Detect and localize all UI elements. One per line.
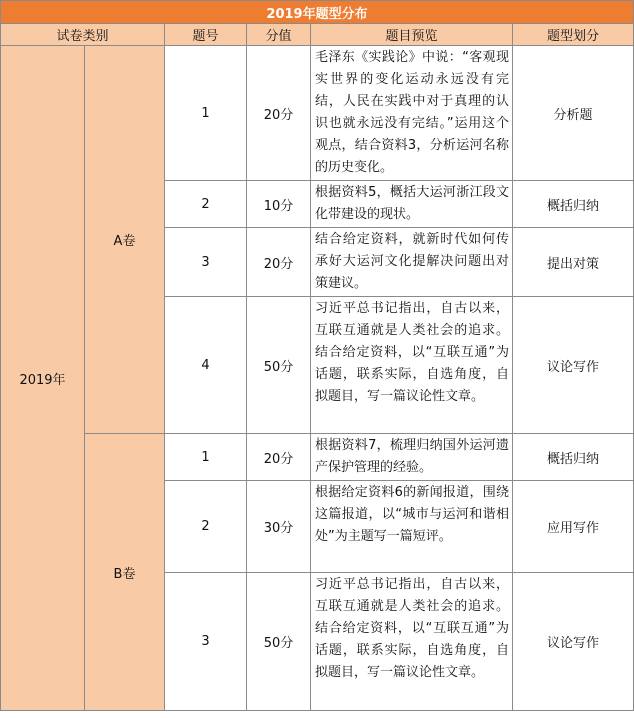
- question-category: 概括归纳: [513, 434, 634, 481]
- volume-a-cell: A卷: [85, 46, 165, 434]
- question-category: 提出对策: [513, 228, 634, 297]
- question-category: 应用写作: [513, 481, 634, 573]
- question-preview: 根据给定资料6的新闻报道，围绕这篇报道，以“城市与运河和谐相处”为主题写一篇短评。: [311, 481, 513, 573]
- table-row: [1, 434, 634, 481]
- question-number: 2: [165, 181, 247, 228]
- header-paper-type: 试卷类别: [1, 24, 165, 46]
- header-preview: 题目预览: [311, 24, 513, 46]
- question-score: 20分: [247, 434, 311, 481]
- question-preview: 根据资料7，梳理归纳国外运河遗产保护管理的经验。: [311, 434, 513, 481]
- table-row: [1, 46, 634, 181]
- question-category: 议论写作: [513, 297, 634, 434]
- question-preview: 习近平总书记指出，自古以来，互联互通就是人类社会的追求。结合给定资料，以“互联互通”为话题，联系实际，自选角度，自拟题目，写一篇议论性文章。: [311, 573, 513, 711]
- volume-b-cell: B卷: [85, 434, 165, 711]
- question-preview: 根据资料5，概括大运河浙江段文化带建设的现状。: [311, 181, 513, 228]
- question-category: 分析题: [513, 46, 634, 181]
- question-score: 20分: [247, 46, 311, 181]
- question-score: 10分: [247, 181, 311, 228]
- header-category: 题型划分: [513, 24, 634, 46]
- question-score: 50分: [247, 573, 311, 711]
- table-title: 2019年题型分布: [1, 1, 634, 24]
- question-category: 概括归纳: [513, 181, 634, 228]
- question-score: 30分: [247, 481, 311, 573]
- question-category: 议论写作: [513, 573, 634, 711]
- question-preview: 毛泽东《实践论》中说：“客观现实世界的变化运动永远没有完结，人民在实践中对于真理的认识也就永远没有完结。”运用这个观点，结合资料3，分析运河名称的历史变化。: [311, 46, 513, 181]
- header-score: 分值: [247, 24, 311, 46]
- question-number: 1: [165, 46, 247, 181]
- header-number: 题号: [165, 24, 247, 46]
- question-preview: 结合给定资料，就新时代如何传承好大运河文化提解决问题出对策建议。: [311, 228, 513, 297]
- question-number: 1: [165, 434, 247, 481]
- question-score: 20分: [247, 228, 311, 297]
- question-number: 4: [165, 297, 247, 434]
- year-cell: 2019年: [1, 46, 85, 711]
- question-preview: 习近平总书记指出，自古以来，互联互通就是人类社会的追求。结合给定资料，以“互联互通”为话题，联系实际，自选角度，自拟题目，写一篇议论性文章。: [311, 297, 513, 434]
- question-number: 2: [165, 481, 247, 573]
- question-number: 3: [165, 228, 247, 297]
- question-score: 50分: [247, 297, 311, 434]
- question-number: 3: [165, 573, 247, 711]
